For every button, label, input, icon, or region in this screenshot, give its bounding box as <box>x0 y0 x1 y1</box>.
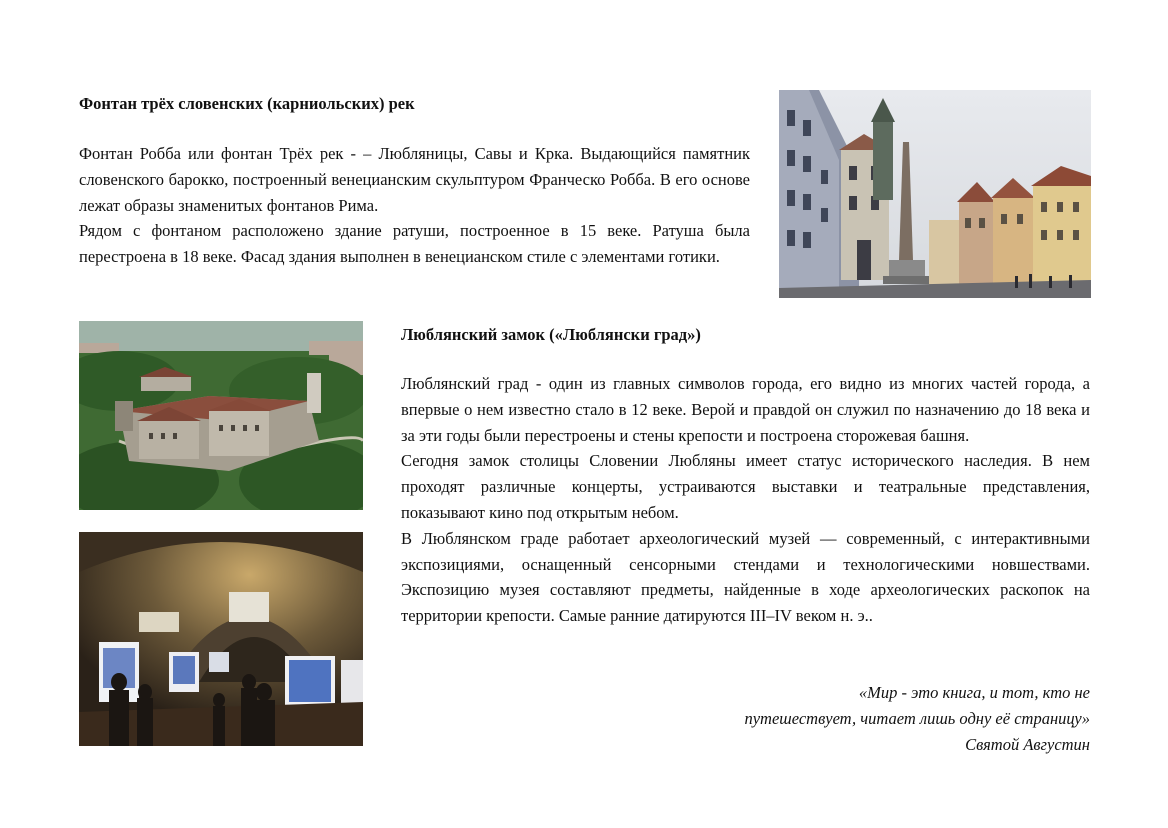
quote-line-1: «Мир - это книга, и тот, кто не <box>858 683 1090 702</box>
fountain-square-photo <box>779 90 1091 298</box>
fountain-paragraph-1: Фонтан Робба или фонтан Трёх рек - – Любляницы, Савы и Крка. Выдающийся памятник словенского барокко, построенный венецианским скульптуром Франческо Робба. В его основе лежат образы знаменитых фонтанов Рима. <box>79 144 750 215</box>
castle-section-text <box>401 371 1090 629</box>
museum-interior-photo <box>79 532 363 746</box>
quote-author: Святой Августин <box>965 735 1090 754</box>
castle-section-title: Люблянский замок («Люблянски град») <box>401 325 701 344</box>
fountain-section-title: Фонтан трёх словенских (карниольских) рек <box>79 94 415 113</box>
quote-line-2: путешествует, читает лишь одну её страницу» <box>744 709 1090 728</box>
quote-block <box>490 680 1090 758</box>
castle-aerial-photo <box>79 321 363 510</box>
fountain-section-text <box>79 141 750 270</box>
castle-paragraph-1: Люблянский град - один из главных символов города, его видно из многих частей города, а впервые о нем известно стало в 12 веке. Верой и правдой он служил по назначению до 18 века и за эти годы были перестроены и стены крепости и построена сторожевая башня. <box>401 374 1090 445</box>
castle-paragraph-3: В Люблянском граде работает археологический музей — современный, с интерактивными экспозициями, оснащенный сенсорными стендами и технологическими новшествами. Экспозицию музея составляют предметы, найденные в ходе археологических раскопок на территории крепости. Самые ранние датируются III–IV веком н. э.. <box>401 528 1090 626</box>
fountain-paragraph-2: Рядом с фонтаном расположено здание ратуши, построенное в 15 веке. Ратуша была перестроена в 18 веке. Фасад здания выполнен в венецианском стиле с элементами готики. <box>79 221 750 267</box>
castle-paragraph-2: Сегодня замок столицы Словении Любляны имеет статус исторического наследия. В нем проходят различные концерты, устраиваются выставки и театральные представления, показывают кино под открытым небом. <box>401 451 1090 522</box>
